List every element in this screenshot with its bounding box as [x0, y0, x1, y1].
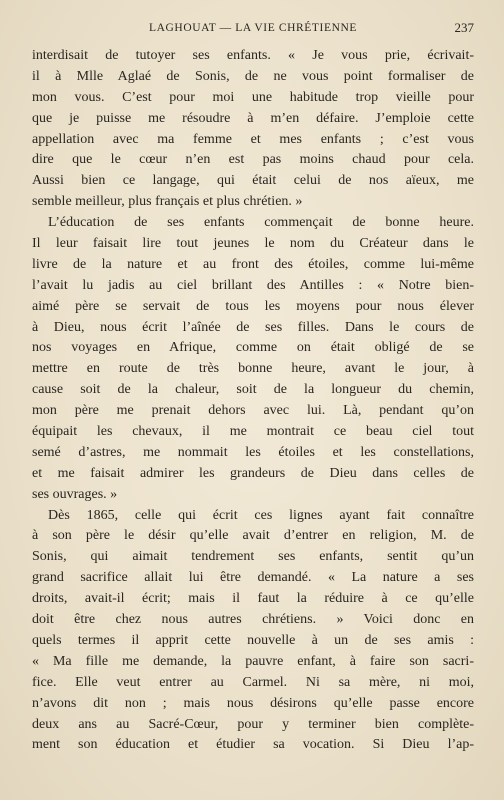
text-line: dire que le cœur n’en est pas moins chaud pour cela. — [32, 152, 474, 168]
text-line: ment son éducation et étudier sa vocation. Si Dieu l’ap- — [32, 737, 474, 753]
text-line: et me faisait admirer les grandeurs de Dieu dans celles de — [32, 465, 474, 481]
text-line: deux ans au Sacré-Cœur, pour y terminer bien complète- — [32, 716, 474, 732]
text-line: appellation avec ma femme et mes enfants ; c’est vous — [32, 131, 474, 147]
text-line: grand sacrifice allait lui être demandé. « La nature a ses — [32, 570, 474, 586]
text-line: semé d’astres, me nommait les étoiles et les constellations, — [32, 444, 474, 460]
text-line: Dès 1865, celle qui écrit ces lignes ayant fait connaître — [48, 507, 474, 523]
running-head — [32, 20, 474, 40]
text-line: quels termes il apprit cette nouvelle à un de ses amis : — [32, 632, 474, 648]
text-line: mon vous. C’est pour moi une habitude trop vieille pour — [32, 89, 474, 105]
text-line: doit être chez nous autres chrétiens. » Voici donc en — [32, 612, 474, 628]
text-line: Aussi bien ce langage, qui était celui de nos aïeux, me — [32, 173, 474, 189]
text-line: semble meilleur, plus français et plus chrétien. » — [32, 194, 303, 210]
text-line: l’avait lu jadis au ciel brillant des Antilles : « Notre bien- — [32, 277, 474, 293]
text-line: nos voyages en Afrique, comme on était obligé de se — [32, 340, 474, 356]
text-line: aimé père se servait de tous les moyens pour nous élever — [32, 298, 474, 314]
text-line: droits, avait-il écrit; mais il faut la réduire à ce qu’elle — [32, 591, 474, 607]
text-line: fice. Elle veut entrer au Carmel. Ni sa mère, ni moi, — [32, 674, 474, 690]
body-text — [32, 46, 474, 756]
text-line: L’éducation de ses enfants commençait de bonne heure. — [48, 215, 474, 231]
text-line: équipait les chevaux, il me montrait ce beau ciel tout — [32, 424, 474, 440]
text-line: mettre en route de très bonne heure, avant le jour, à — [32, 361, 474, 377]
text-line: que je puisse me résoudre à m’en défaire. J’emploie cette — [32, 110, 474, 126]
text-line: « Ma fille me demande, la pauvre enfant, à faire son sacri- — [32, 653, 474, 669]
text-line: mon père me prenait dehors avec lui. Là, pendant qu’on — [32, 403, 474, 419]
text-line: à Dieu, nous écrit l’aînée de ses filles. Dans le cours de — [32, 319, 474, 335]
text-line: il à Mlle Aglaé de Sonis, de ne vous point formaliser de — [32, 68, 474, 84]
text-line: à son père le désir qu’elle avait d’entrer en religion, M. de — [32, 528, 474, 544]
text-line: Sonis, qui aimait tendrement ses enfants, sentit qu’un — [32, 549, 474, 565]
page-number: 237 — [454, 20, 474, 35]
text-line: ses ouvrages. » — [32, 486, 118, 502]
text-line: livre de la nature et au front des étoiles, comme lui-même — [32, 256, 474, 272]
text-line: interdisait de tutoyer ses enfants. « Je vous prie, écrivait- — [32, 48, 474, 63]
text-line: Il leur faisait lire tout jeunes le nom du Créateur dans le — [32, 236, 474, 252]
text-line: n’avons dit non ; mais nous désirons qu’elle passe encore — [32, 695, 474, 711]
running-title: LAGHOUAT — LA VIE CHRÉTIENNE — [148, 22, 358, 34]
text-line: cause soit de la chaleur, soit de la longueur du chemin, — [32, 382, 474, 398]
